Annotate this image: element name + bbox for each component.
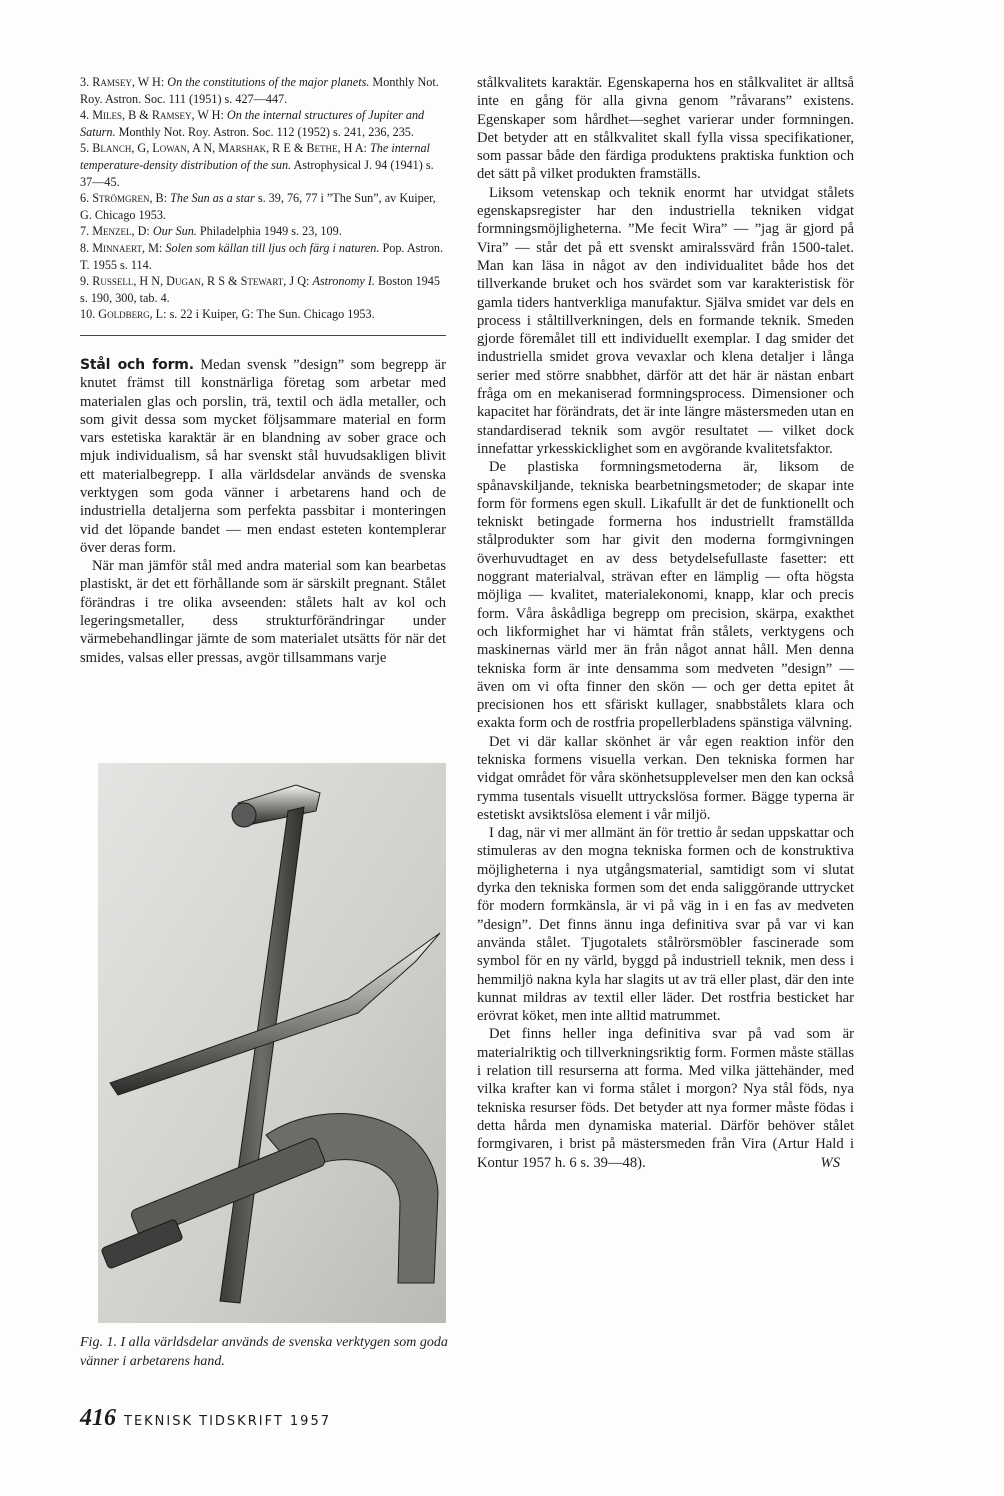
section-divider bbox=[80, 335, 446, 336]
article-paragraph: Liksom vetenskap och teknik enormt har utvidgat stålets egenskapsregister har den industriella tekniken vidgat formningsmöjligheterna. ”Me fecit Wira” — ”jag är gjord på Vira” — står det på ett svenskt amiralssvärd från 1500-talet. Man kan läsa in något av den individualitet både hos det tillverkande bruket och hos svärdet som var karakteristisk för gamla tiders hantverkliga manufaktur. Själva smidet var dels en process i ståltillverkningen, dels en formande teknik. Smeden gjorde föremålet till ett individuellt exemplar. I dag smider det industriella smidet grova vevaxlar och klena detaljer i långa serier med större snabbhet, därför att det här är nästan enbart fråga om en mekaniserad formningsprocess. Dimensioner och kapacitet har förändrats, det är inte längre mästersmeden utan en standardiserad teknik som avgör resultatet — vilket dock innefattar yrkesskicklighet som en avgörande kvalitetsfaktor. bbox=[477, 184, 854, 457]
right-column bbox=[477, 74, 854, 1172]
article-body-right bbox=[477, 74, 854, 1172]
tools-photo bbox=[98, 763, 446, 1323]
article-paragraph: Stål och form. Medan svensk ”design” som begrepp är knutet främst till konstnärliga företag som arbetar med materialen glas och porslin, trä, textil och ädla metaller, och som givit dessa som mycket följsammare material en form vars estetiska karaktär är en blandning av sober grace och mjuk individualism, så har svenskt stål huvudsakligen blivit ett materialbegrepp. I alla världsdelar används de svenska verktygen som goda vänner i arbetarens hand och de industriella detaljerna som perfekta passbitar i monteringen vid det löpande bandet — men endast esteten kontemplerar över deras form. bbox=[80, 356, 446, 556]
author-signature: WS bbox=[820, 1154, 840, 1171]
journal-name: TEKNISK TIDSKRIFT 1957 bbox=[124, 1414, 331, 1429]
article-paragraph: Det vi där kallar skönhet är vår egen reaktion inför den tekniska formens visuella verkan. Den tekniska formen har vidgat området för våra skönhetsupplevelser men den kan också rymma tusentals visuellt uttryckslösa former. Bägge typerna är estetiskt avsiktslösa element i vår miljö. bbox=[477, 733, 854, 823]
left-column bbox=[80, 74, 446, 667]
reference-list bbox=[80, 74, 446, 323]
reference-item: 4. Miles, B & Ramsey, W H: On the internal structures of Jupiter and Saturn. Monthly Not. Roy. Astron. Soc. 112 (1952) s. 241, 236, 235. bbox=[80, 108, 425, 139]
article-paragraph: De plastiska formningsmetoderna är, liksom de spånavskiljande, tekniska bearbetningsmetoder; de skapar inte form för formens egen skull. Likafullt är det de funktionellt och tekniskt betingade formerna hos industriellt framställda stålprodukter som har givit den moderna formgivningen överhuvudtaget en av dess betydelsefullaste fasetter: ett noggrant materialval, strävan efter en lämplig — ofta högsta möjliga — kvalitet, materialekonomi, knapp, klar och precis form. Våra åskådliga begrepp om precision, skärpa, exakthet och likformighet har vi hämtat från stålets, verktygens och maskinernas värld mer än från något annat håll. Men denna tekniska form är inte densamma som medveten ”design” — även om vi ofta finner den skön — och ger detta epitet åt precisionen hos ett sfäriskt kullager, snabbstålets klara och exakta form och de rostfria propellerbladens spänstiga välvning. bbox=[477, 459, 854, 732]
article-paragraph: Det finns heller inga definitiva svar på vad som är materialriktig och tillverkningsriktig form. Formen måste ställas i relation till resurserna att forma. Med vilka jättehänder, med vilka krafter kan vi forma stålet i morgon? Nya stål föds, nya tekniska resurser föds. Det betyder att nya former måste födas i detta hårda men dynamiska material. Därför behöver stålet formgivaren, i brist på mästersmeden från Vira (Artur Hald i Kontur 1957 h. 6 s. 39—48). WS bbox=[477, 1026, 854, 1171]
article-body-left bbox=[80, 356, 446, 667]
reference-item: 6. Strömgren, B: The Sun as a star s. 39, 76, 77 i ”The Sun”, av Kuiper, G. Chicago 1953. bbox=[80, 191, 436, 222]
reference-item: 10. Goldberg, L: s. 22 i Kuiper, G: The Sun. Chicago 1953. bbox=[80, 307, 375, 322]
reference-item: 7. Menzel, D: Our Sun. Philadelphia 1949 s. 23, 109. bbox=[80, 224, 342, 239]
page-number: 416 bbox=[80, 1405, 116, 1431]
page-footer bbox=[80, 1405, 331, 1432]
reference-item: 5. Blanch, G, Lowan, A N, Marshak, R E & Bethe, H A: The internal temperature-density distribution of the sun. Astrophysical J. 94 (1941) s. 37—45. bbox=[80, 141, 434, 189]
reference-item: 9. Russell, H N, Dugan, R S & Stewart, J Q: Astronomy I. Boston 1945 s. 190, 300, tab. 4. bbox=[80, 274, 440, 305]
article-headline: Stål och form. bbox=[80, 356, 194, 373]
figure-caption: Fig. 1. I alla världsdelar används de svenska verktygen som goda vänner i arbetarens hand. bbox=[80, 1335, 448, 1369]
article-paragraph: stålkvalitets karaktär. Egenskaperna hos en stålkvalitet är alltså inte en gång för alla givna genom ”råvarans” existens. Egenskaper som hårdhet—seghet varierar under formningen. Det betyder att en stålkvalitet skall fylla vissa specifikationer, som passar både den färdiga produktens praktiska funktion och det sätt på vilket produkten framställs. bbox=[477, 75, 854, 183]
reference-item: 3. Ramsey, W H: On the constitutions of the major planets. Monthly Not. Roy. Astron. Soc. 111 (1951) s. 427—447. bbox=[80, 75, 439, 106]
reference-item: 8. Minnaert, M: Solen som källan till ljus och färg i naturen. Pop. Astron. T. 1955 s. 114. bbox=[80, 240, 444, 272]
article-paragraph: När man jämför stål med andra material som kan bearbetas plastiskt, är det ett förhållande som är särskilt pregnant. Stålet förändras i tre olika avseenden: stålets halt av kol och legeringsmetaller, dess strukturförändringar under värmebehandlingar jämte de som materialet utsätts för när det smides, valsas eller pressas, avgör tillsammans varje bbox=[80, 558, 446, 666]
article-paragraph: I dag, när vi mer allmänt än för trettio år sedan uppskattar och stimuleras av den mogna tekniska formen och de konstruktiva möjligheterna i nya utgångsmaterial, samtidigt som vi slutat dyrka den tekniska formen som det enda saliggörande uttrycket för modern formkänsla, är vi på väg in i en fas av medveten ”design”. Det finns ännu inga definitiva svar på var vi kan använda stålet. Tjugotalets stålrörsmöbler fascinerade som symbol för en ny värld, byggd på industriell teknik, men dess i hemmiljö nakna kyla har slagits ut av trä eller plast, där den inte kunnat mildras av textil eller läder. Det rostfria besticket har erövrat köket, men inte alltid matrummet. bbox=[477, 825, 854, 1025]
